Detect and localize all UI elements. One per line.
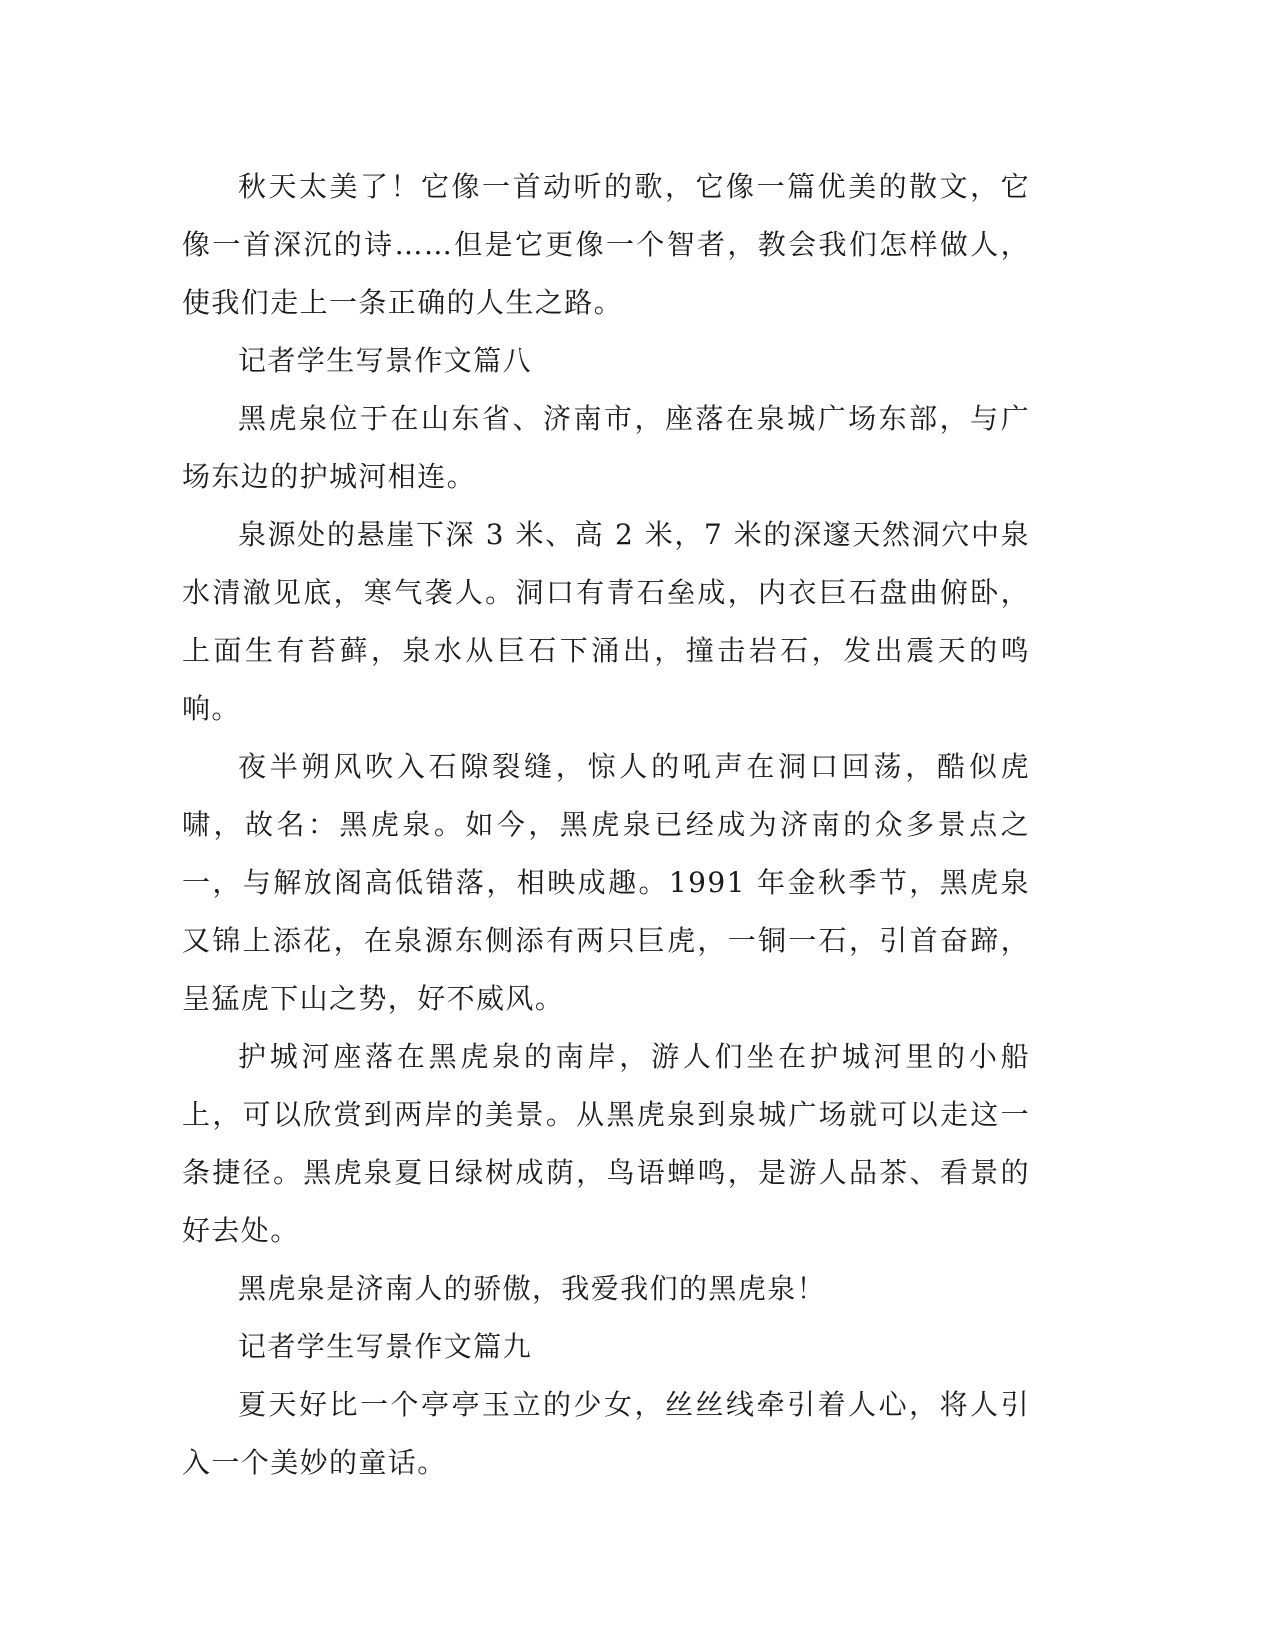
paragraph-autumn-conclusion: 秋天太美了！它像一首动听的歌，它像一篇优美的散文，它像一首深沉的诗……但是它更像一个智者，教会我们怎样做人，使我们走上一条正确的人生之路。: [182, 170, 1030, 319]
section-heading-nine: 记者学生写景作文篇九: [238, 1330, 533, 1363]
paragraph-spring-source: 泉源处的悬崖下深 3 米、高 2 米，7 米的深邃天然洞穴中泉水清澈见底，寒气袭人。洞口有青石垒成，内衣巨石盘曲俯卧，上面生有苔藓，泉水从巨石下涌出，撞击岩石，发出震天的鸣响。: [182, 518, 1030, 725]
paragraph-summer: 夏天好比一个亭亭玉立的少女，丝丝线牵引着人心，将人引入一个美妙的童话。: [182, 1388, 1030, 1479]
paragraph-heihu-location: 黑虎泉位于在山东省、济南市，座落在泉城广场东部，与广场东边的护城河相连。: [182, 402, 1030, 493]
paragraph-name-origin: 夜半朔风吹入石隙裂缝，惊人的吼声在洞口回荡，酷似虎啸，故名：黑虎泉。如今，黑虎泉已经成为济南的众多景点之一，与解放阁高低错落，相映成趣。1991 年金秋季节，黑虎泉又锦上添花，在泉源东侧添有两只巨虎，一铜一石，引首奋蹄，呈猛虎下山之势，好不威风。: [182, 750, 1030, 1015]
document-body: [182, 158, 1030, 1492]
paragraph-moat: 护城河座落在黑虎泉的南岸，游人们坐在护城河里的小船上，可以欣赏到两岸的美景。从黑虎泉到泉城广场就可以走这一条捷径。黑虎泉夏日绿树成荫，鸟语蝉鸣，是游人品茶、看景的好去处。: [182, 1040, 1030, 1247]
section-heading-eight: 记者学生写景作文篇八: [238, 344, 533, 377]
paragraph-pride: 黑虎泉是济南人的骄傲，我爱我们的黑虎泉！: [238, 1272, 827, 1305]
